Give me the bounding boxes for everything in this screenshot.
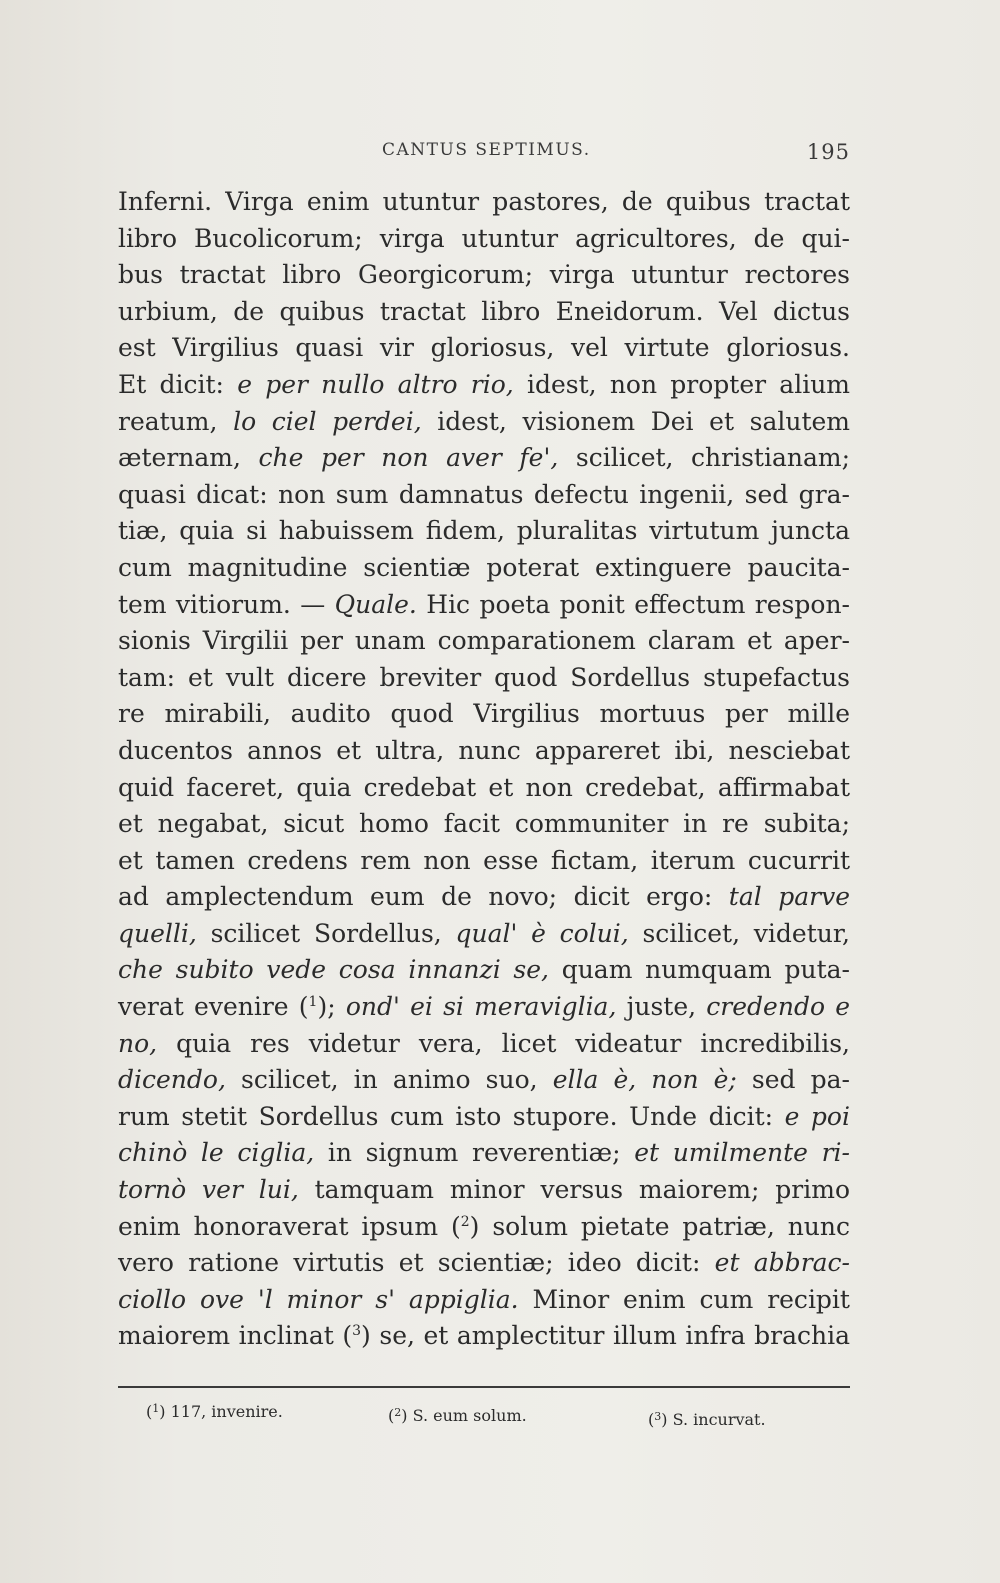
- text-line: [118, 587, 850, 624]
- paren: (: [146, 1402, 153, 1421]
- text-run: scilicet, christianam;: [558, 443, 851, 473]
- text-run: enim honoraverat ipsum (: [118, 1211, 461, 1241]
- text-line: [118, 1099, 850, 1136]
- text-line: [118, 257, 850, 294]
- text-line: [118, 952, 850, 989]
- footnote: [388, 1406, 527, 1425]
- text-run: ) se, et amplectitur illum infra brachia: [361, 1321, 850, 1351]
- running-title: CANTUS SEPTIMUS.: [382, 140, 591, 160]
- text-run: tam: et vult dicere breviter quod Sordellus stupefactus: [118, 662, 850, 692]
- text-run: libro Bucolicorum; virga utuntur agricultores, de qui-: [118, 223, 850, 253]
- text-line: [118, 221, 850, 258]
- italic-quote: che subito vede cosa innanzi se,: [118, 955, 549, 985]
- text-line: [118, 367, 850, 404]
- footnote-text: S. eum solum.: [412, 1406, 527, 1425]
- italic-quote: qual' è colui,: [455, 918, 629, 948]
- text-run: maiorem inclinat (: [118, 1321, 353, 1351]
- paren: ): [661, 1410, 673, 1429]
- text-run: reatum,: [118, 406, 234, 436]
- paren: ): [159, 1402, 171, 1421]
- text-run: ad amplectendum eum de novo; dicit ergo:: [118, 882, 729, 912]
- text-line: [118, 294, 850, 331]
- footnote-number: 3: [654, 1410, 662, 1423]
- text-run: et negabat, sicut homo facit communiter in re subita;: [118, 809, 850, 839]
- text-run: quasi dicat: non sum damnatus defectu ingenii, sed gra-: [118, 479, 850, 509]
- text-run: verat evenire (: [118, 992, 309, 1022]
- italic-quote: chinò le ciglia,: [118, 1138, 315, 1168]
- text-run: bus tractat libro Georgicorum; virga utuntur rectores: [118, 260, 850, 290]
- text-run: æternam,: [118, 443, 259, 473]
- italic-quote: et abbrac-: [714, 1248, 850, 1278]
- text-run: tamquam minor versus maiorem; primo: [298, 1175, 850, 1205]
- text-run: idest, non propter alium: [513, 369, 851, 399]
- text-line: [118, 843, 850, 880]
- footnote-number: 1: [152, 1402, 160, 1415]
- footnote-rule: [118, 1386, 850, 1388]
- text-run: re mirabili, audito quod Virgilius mortuus per mille: [118, 699, 850, 729]
- text-run: quid faceret, quia credebat et non credebat, affirmabat: [118, 772, 850, 802]
- footnote: [648, 1410, 766, 1429]
- italic-quote: ond' ei si meraviglia,: [345, 992, 617, 1022]
- text-line: [118, 1135, 850, 1172]
- text-run: tem vitiorum. —: [118, 589, 335, 619]
- text-run: sionis Virgilii per unam comparationem claram et aper-: [118, 626, 850, 656]
- text-run: idest, visionem Dei et salutem: [421, 406, 850, 436]
- italic-quote: Quale.: [334, 589, 417, 619]
- text-run: rum stetit Sordellus cum isto stupore. Unde dicit:: [118, 1101, 785, 1131]
- italic-quote: tal parve: [728, 882, 850, 912]
- text-run: et tamen credens rem non esse fictam, iterum cucurrit: [118, 845, 850, 875]
- italic-quote: no,: [118, 1028, 158, 1058]
- text-line: [118, 1318, 850, 1355]
- italic-quote: che per non aver fe',: [258, 443, 559, 473]
- text-line: [118, 1172, 850, 1209]
- text-line: [118, 550, 850, 587]
- italic-quote: dicendo,: [118, 1065, 226, 1095]
- text-run: cum magnitudine scientiæ poterat extinguere paucita-: [118, 552, 850, 582]
- footnote-marker: 3: [352, 1323, 362, 1340]
- body-text: [118, 184, 850, 1355]
- text-run: scilicet, videtur,: [628, 918, 850, 948]
- text-line: [118, 440, 850, 477]
- text-run: juste,: [616, 992, 707, 1022]
- text-line: [118, 1062, 850, 1099]
- text-line: [118, 513, 850, 550]
- italic-quote: ella è, non è;: [552, 1065, 737, 1095]
- text-run: scilicet Sordellus,: [196, 918, 456, 948]
- text-run: Hic poeta ponit effectum respon-: [416, 589, 850, 619]
- text-run: ducentos annos et ultra, nunc appareret ibi, nesciebat: [118, 735, 850, 765]
- text-line: [118, 660, 850, 697]
- footnote-number: 2: [394, 1406, 402, 1419]
- running-head: [118, 140, 850, 170]
- footnote-marker: 1: [308, 994, 318, 1011]
- text-line: [118, 733, 850, 770]
- footnotes: [118, 1402, 850, 1432]
- text-line: [118, 477, 850, 514]
- italic-quote: tornò ver lui,: [118, 1175, 299, 1205]
- text-run: scilicet, in animo suo,: [225, 1065, 553, 1095]
- text-line: [118, 806, 850, 843]
- text-run: ) solum pietate patriæ, nunc: [469, 1211, 851, 1241]
- text-line: [118, 623, 850, 660]
- paren: ): [401, 1406, 413, 1425]
- italic-quote: lo ciel perdei,: [233, 406, 422, 436]
- text-run: );: [317, 992, 346, 1022]
- italic-quote: e poi: [784, 1101, 850, 1131]
- text-run: quia res videtur vera, licet videatur incredibilis,: [157, 1028, 850, 1058]
- page-number: 195: [806, 140, 850, 164]
- italic-quote: ciollo ove 'l minor s' appiglia.: [118, 1284, 519, 1314]
- text-line: [118, 184, 850, 221]
- footnote-text: S. incurvat.: [672, 1410, 766, 1429]
- text-run: Inferni. Virga enim utuntur pastores, de quibus tractat: [118, 187, 850, 216]
- text-run: quam numquam puta-: [548, 955, 850, 985]
- text-run: urbium, de quibus tractat libro Eneidorum. Vel dictus: [118, 296, 850, 326]
- italic-quote: et umilmente ri-: [634, 1138, 850, 1168]
- text-line: [118, 696, 850, 733]
- text-line: [118, 916, 850, 953]
- footnote-marker: 2: [460, 1213, 470, 1230]
- text-run: Et dicit:: [118, 369, 238, 399]
- text-line: [118, 404, 850, 441]
- text-line: [118, 330, 850, 367]
- text-run: est Virgilius quasi vir gloriosus, vel virtute gloriosus.: [118, 333, 850, 363]
- text-run: tiæ, quia si habuissem fidem, pluralitas virtutum juncta: [118, 516, 850, 546]
- paren: (: [388, 1406, 395, 1425]
- text-run: vero ratione virtutis et scientiæ; ideo dicit:: [118, 1248, 715, 1278]
- text-line: [118, 1209, 850, 1246]
- text-run: Minor enim cum recipit: [518, 1284, 850, 1314]
- text-run: sed pa-: [736, 1065, 850, 1095]
- italic-quote: quelli,: [118, 918, 197, 948]
- text-line: [118, 770, 850, 807]
- text-line: [118, 989, 850, 1026]
- text-line: [118, 1026, 850, 1063]
- text-run: in signum reverentiæ;: [314, 1138, 635, 1168]
- text-line: [118, 1245, 850, 1282]
- footnote: [146, 1402, 283, 1421]
- text-line: [118, 1282, 850, 1319]
- italic-quote: e per nullo altro rio,: [237, 369, 514, 399]
- paren: (: [648, 1410, 655, 1429]
- italic-quote: credendo e: [706, 992, 850, 1022]
- footnote-text: 117, invenire.: [170, 1402, 283, 1421]
- text-line: [118, 879, 850, 916]
